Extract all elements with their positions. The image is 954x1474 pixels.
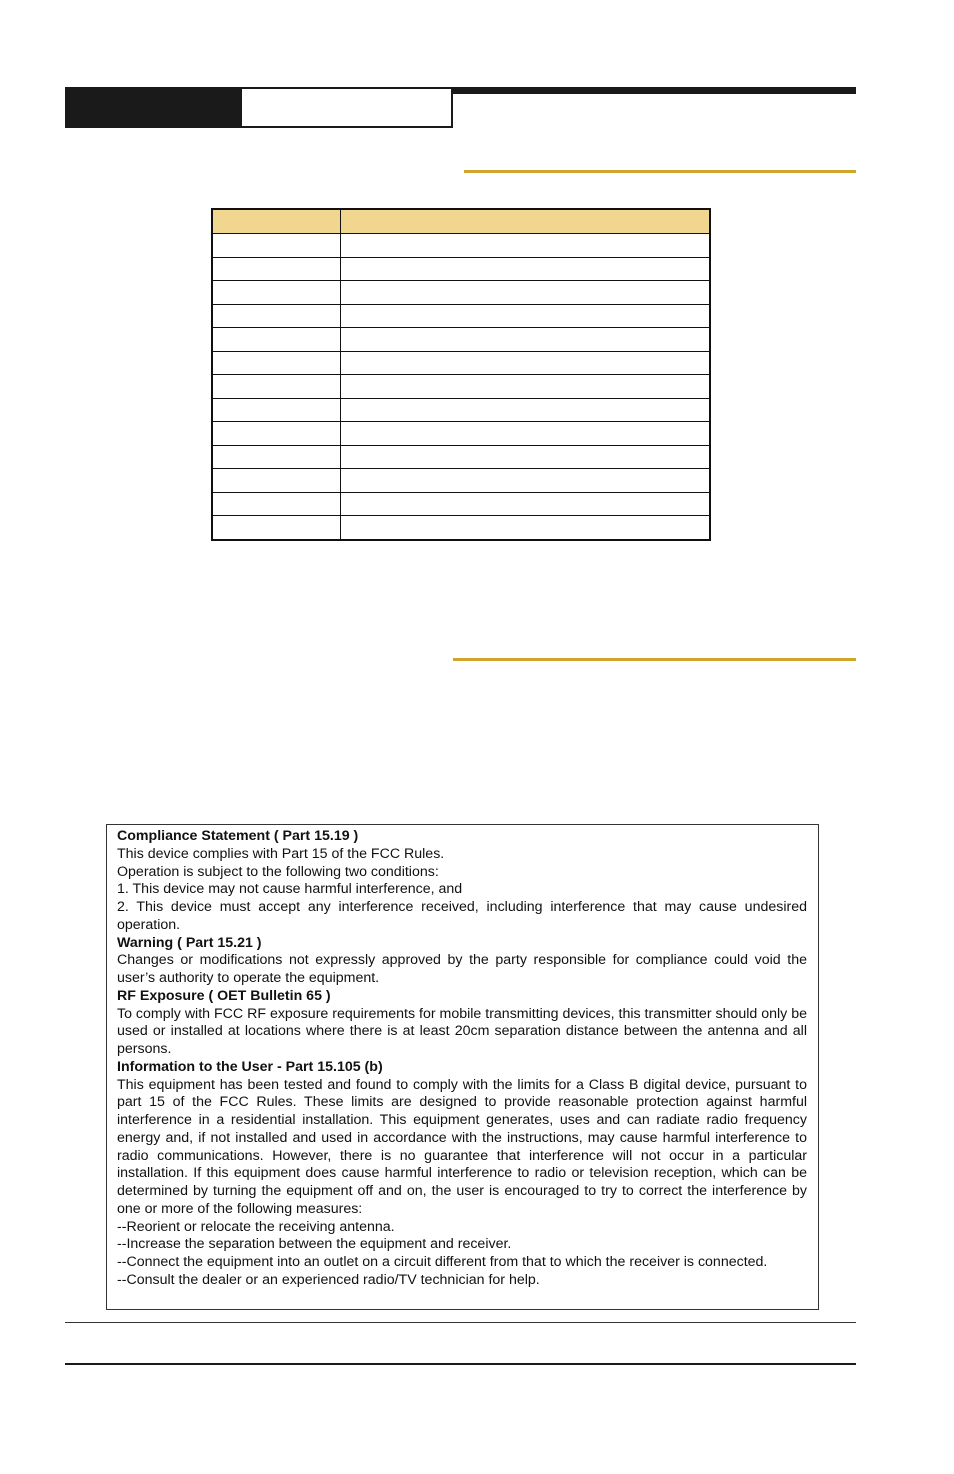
condition-item: 1. This device may not cause harmful interference, and <box>117 881 463 898</box>
table-cell <box>341 398 711 422</box>
condition-item: 2. This device must accept any interference received, including interference that may cause undesired operation. <box>117 899 807 933</box>
table-row <box>212 281 710 305</box>
user-info-text: This equipment has been tested and found to comply with the limits for a Class B digital device, pursuant to part 15 of the FCC Rules. These limits are designed to provide reasonable protection against harmful interference in a residential installation. This equipment generates, uses and can radiate radio frequency energy and, if not installed and used in accordance with the instructions, may cause harmful interference to radio communications. However, there is no guarantee that interference will not occur in a particular installation. If this equipment does cause harmful interference to radio or television reception, which can be determined by turning the equipment off and on, the user is encouraged to try to correct the interference by one or more of the following measures: <box>117 1076 807 1217</box>
table-cell <box>212 516 341 540</box>
table-cell <box>341 375 711 399</box>
section-divider-2 <box>453 658 856 661</box>
table-header-cell <box>212 209 341 234</box>
table-cell <box>341 257 711 281</box>
table-cell <box>341 328 711 352</box>
table-cell <box>212 351 341 375</box>
table-row <box>212 257 710 281</box>
warning-heading: Warning ( Part 15.21 ) <box>117 934 262 951</box>
table-cell <box>341 516 711 540</box>
table-cell <box>341 351 711 375</box>
table-cell <box>341 445 711 469</box>
footer-rule-thin <box>65 1322 856 1323</box>
table-row <box>212 234 710 258</box>
table-cell <box>212 469 341 493</box>
measure-item: --Consult the dealer or an experienced radio/TV technician for help. <box>117 1271 540 1288</box>
compliance-text: This device complies with Part 15 of the FCC Rules. <box>117 845 445 862</box>
table-cell <box>341 304 711 328</box>
table-row <box>212 398 710 422</box>
measure-item: --Reorient or relocate the receiving antenna. <box>117 1218 395 1235</box>
compliance-text: Operation is subject to the following two conditions: <box>117 863 439 880</box>
measure-item: --Connect the equipment into an outlet on a circuit different from that to which the receiver is connected. <box>117 1254 768 1270</box>
table-cell <box>212 234 341 258</box>
table-cell <box>212 422 341 446</box>
table-cell <box>212 304 341 328</box>
table-cell <box>212 257 341 281</box>
table-row <box>212 516 710 540</box>
table-row <box>212 304 710 328</box>
table-cell <box>212 398 341 422</box>
specification-table <box>211 208 711 541</box>
table-row <box>212 375 710 399</box>
table-cell <box>212 445 341 469</box>
table-header-cell <box>341 209 711 234</box>
table-cell <box>341 492 711 516</box>
table-row <box>212 469 710 493</box>
table-cell <box>341 281 711 305</box>
rf-exposure-text: To comply with FCC RF exposure requirements for mobile transmitting devices, this transmitter should only be used or installed at locations where there is at least 20cm separation distance between the antenna and all persons. <box>117 1005 807 1057</box>
table-cell <box>341 234 711 258</box>
table-row <box>212 422 710 446</box>
header-tab-light <box>240 87 453 128</box>
table-cell <box>341 469 711 493</box>
header-rule <box>453 87 856 94</box>
table-row <box>212 351 710 375</box>
table-row <box>212 328 710 352</box>
table-cell <box>212 375 341 399</box>
table-row <box>212 492 710 516</box>
header-tab-dark <box>65 87 240 128</box>
user-info-heading: Information to the User - Part 15.105 (b) <box>117 1058 383 1075</box>
footer-rule-thick <box>65 1363 856 1365</box>
table-cell <box>212 281 341 305</box>
rf-exposure-heading: RF Exposure ( OET Bulletin 65 ) <box>117 987 331 1004</box>
table-header-row <box>212 209 710 234</box>
fcc-compliance-box <box>106 824 819 1310</box>
measure-item: --Increase the separation between the equipment and receiver. <box>117 1236 512 1253</box>
table-row <box>212 445 710 469</box>
compliance-heading: Compliance Statement ( Part 15.19 ) <box>117 828 359 844</box>
table-cell <box>341 422 711 446</box>
section-divider-1 <box>464 170 856 173</box>
warning-text: Changes or modifications not expressly approved by the party responsible for compliance could void the user’s authority to operate the equipment. <box>117 952 807 986</box>
table-cell <box>212 492 341 516</box>
table-cell <box>212 328 341 352</box>
